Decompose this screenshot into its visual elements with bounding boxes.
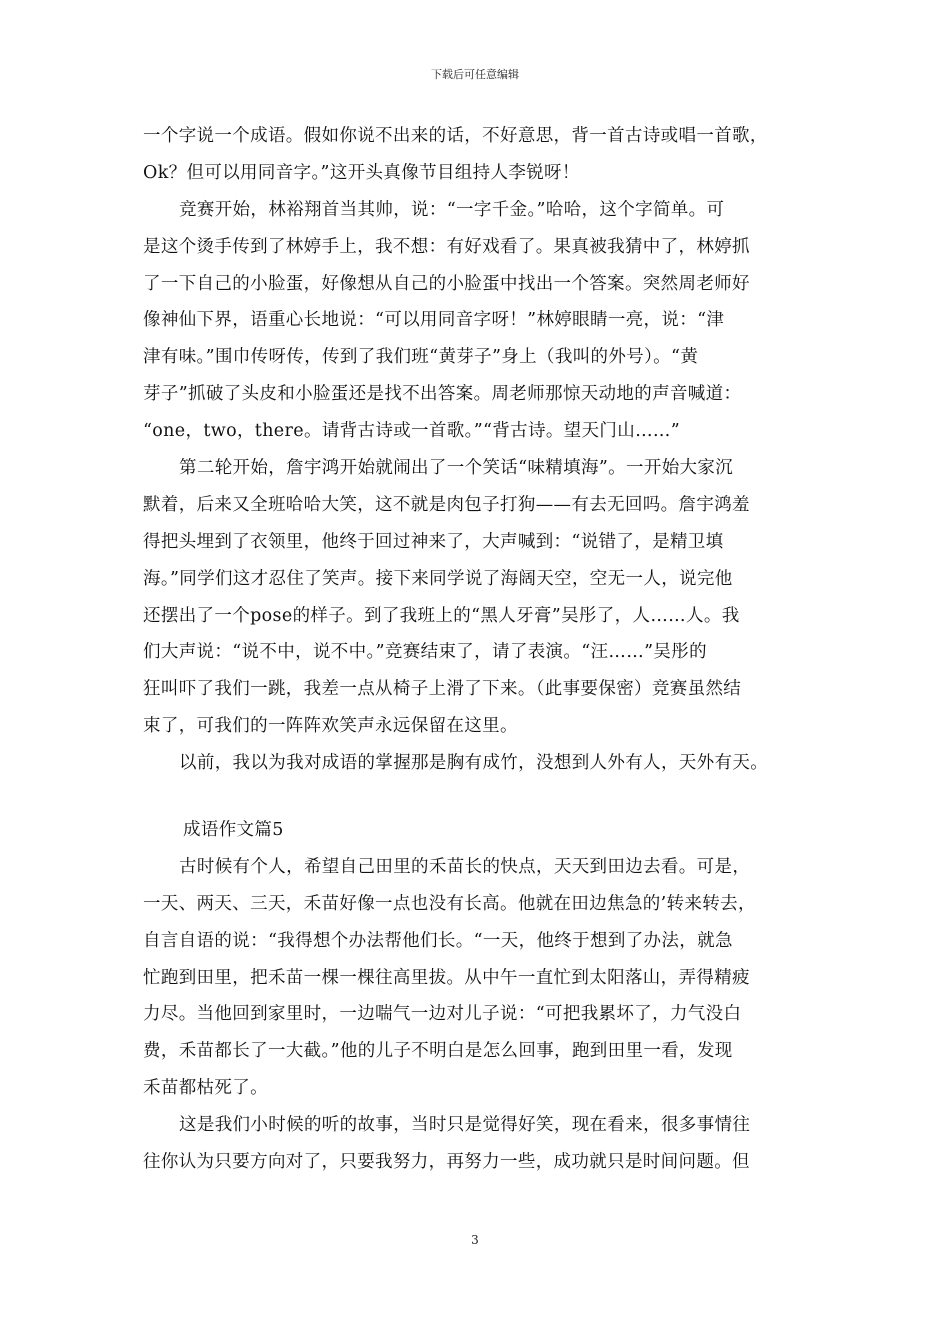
text-line: 禾苗都枯死了。 <box>143 1078 268 1099</box>
text-line: 忙跑到田里，把禾苗一棵一棵往高里拔。从中午一直忙到太阳落山，弄得精疲 <box>143 967 750 988</box>
text-line: 芽子”抓破了头皮和小脸蛋还是找不出答案。周老师那惊天动地的声音喊道： <box>143 384 742 405</box>
text-line: “one，two，there。请背古诗或一首歌。”“背古诗。望天门山……” <box>143 421 681 442</box>
text-line: 往你认为只要方向对了，只要我努力，再努力一些，成功就只是时间问题。但 <box>143 1152 750 1173</box>
text-line: 默着，后来又全班哈哈大笑，这不就是肉包子打狗——有去无回吗。詹宇鸿羞 <box>143 494 750 515</box>
text-line: 费，禾苗都长了一大截。”他的儿子不明白是怎么回事，跑到田里一看，发现 <box>143 1041 733 1062</box>
text-line: 是这个烫手传到了林婷手上，我不想：有好戏看了。果真被我猜中了，林婷抓 <box>143 236 750 257</box>
text-line: 得把头埋到了衣领里，他终于回过神来了，大声喊到：“说错了，是精卫填 <box>143 531 724 552</box>
paragraph-start: 竞赛开始，林裕翔首当其帅，说：“一字千金。”哈哈，这个字简单。可 <box>179 199 725 220</box>
text-line: 一天、两天、三天，禾苗好像一点也没有长高。他就在田边焦急的’转来转去， <box>143 893 756 914</box>
text-line: 海。”同学们这才忍住了笑声。接下来同学说了海阔天空，空无一人，说完他 <box>143 568 733 589</box>
text-line: 们大声说：“说不中，说不中。”竞赛结束了，请了表演。“汪……”吴彤的 <box>143 642 707 663</box>
paragraph-start: 古时候有个人，希望自己田里的禾苗长的快点，天天到田边去看。可是， <box>179 856 751 877</box>
text-line: 束了，可我们的一阵阵欢笑声永远保留在这里。 <box>143 716 518 737</box>
text-line: 力尽。当他回到家里时，一边喘气一边对儿子说：“可把我累坏了，力气没白 <box>143 1004 742 1025</box>
paragraph-start: 这是我们小时候的听的故事，当时只是觉得好笑，现在看来，很多事情往 <box>179 1115 751 1136</box>
paragraph-start: 第二轮开始，詹宇鸿开始就闹出了一个笑话“味精填海”。一开始大家沉 <box>179 458 734 479</box>
section-gap <box>143 782 813 812</box>
text-line: Ok？但可以用同音字。”这开头真像节目组持人李锐呀！ <box>143 162 580 183</box>
document-body <box>143 118 813 1181</box>
text-line: 还摆出了一个pose的样子。到了我班上的“黑人牙膏”吴彤了，人……人。我 <box>143 605 740 626</box>
text-line: 自言自语的说：“我得想个办法帮他们长。“一天，他终于想到了办法，就急 <box>143 930 733 951</box>
section-title: 成语作文篇5 <box>183 820 284 841</box>
page-number: 3 <box>471 1233 479 1247</box>
paragraph-start: 以前，我以为我对成语的掌握那是胸有成竹，没想到人外有人，天外有天。 <box>179 753 769 774</box>
text-line: 津有味。”围巾传呀传，传到了我们班“黄芽子”身上（我叫的外号）。“黄 <box>143 347 699 368</box>
text-line: 像神仙下界，语重心长地说：“可以用同音字呀！”林婷眼睛一亮，说：“津 <box>143 310 725 331</box>
text-line: 一个字说一个成语。假如你说不出来的话，不好意思，背一首古诗或唱一首歌， <box>143 126 768 146</box>
text-line: 了一下自己的小脸蛋，好像想从自己的小脸蛋中找出一个答案。突然周老师好 <box>143 273 750 294</box>
page-header: 下载后可任意编辑 <box>431 68 519 81</box>
text-line: 狂叫吓了我们一跳，我差一点从椅子上滑了下来。（此事要保密）竞赛虽然结 <box>143 679 742 700</box>
